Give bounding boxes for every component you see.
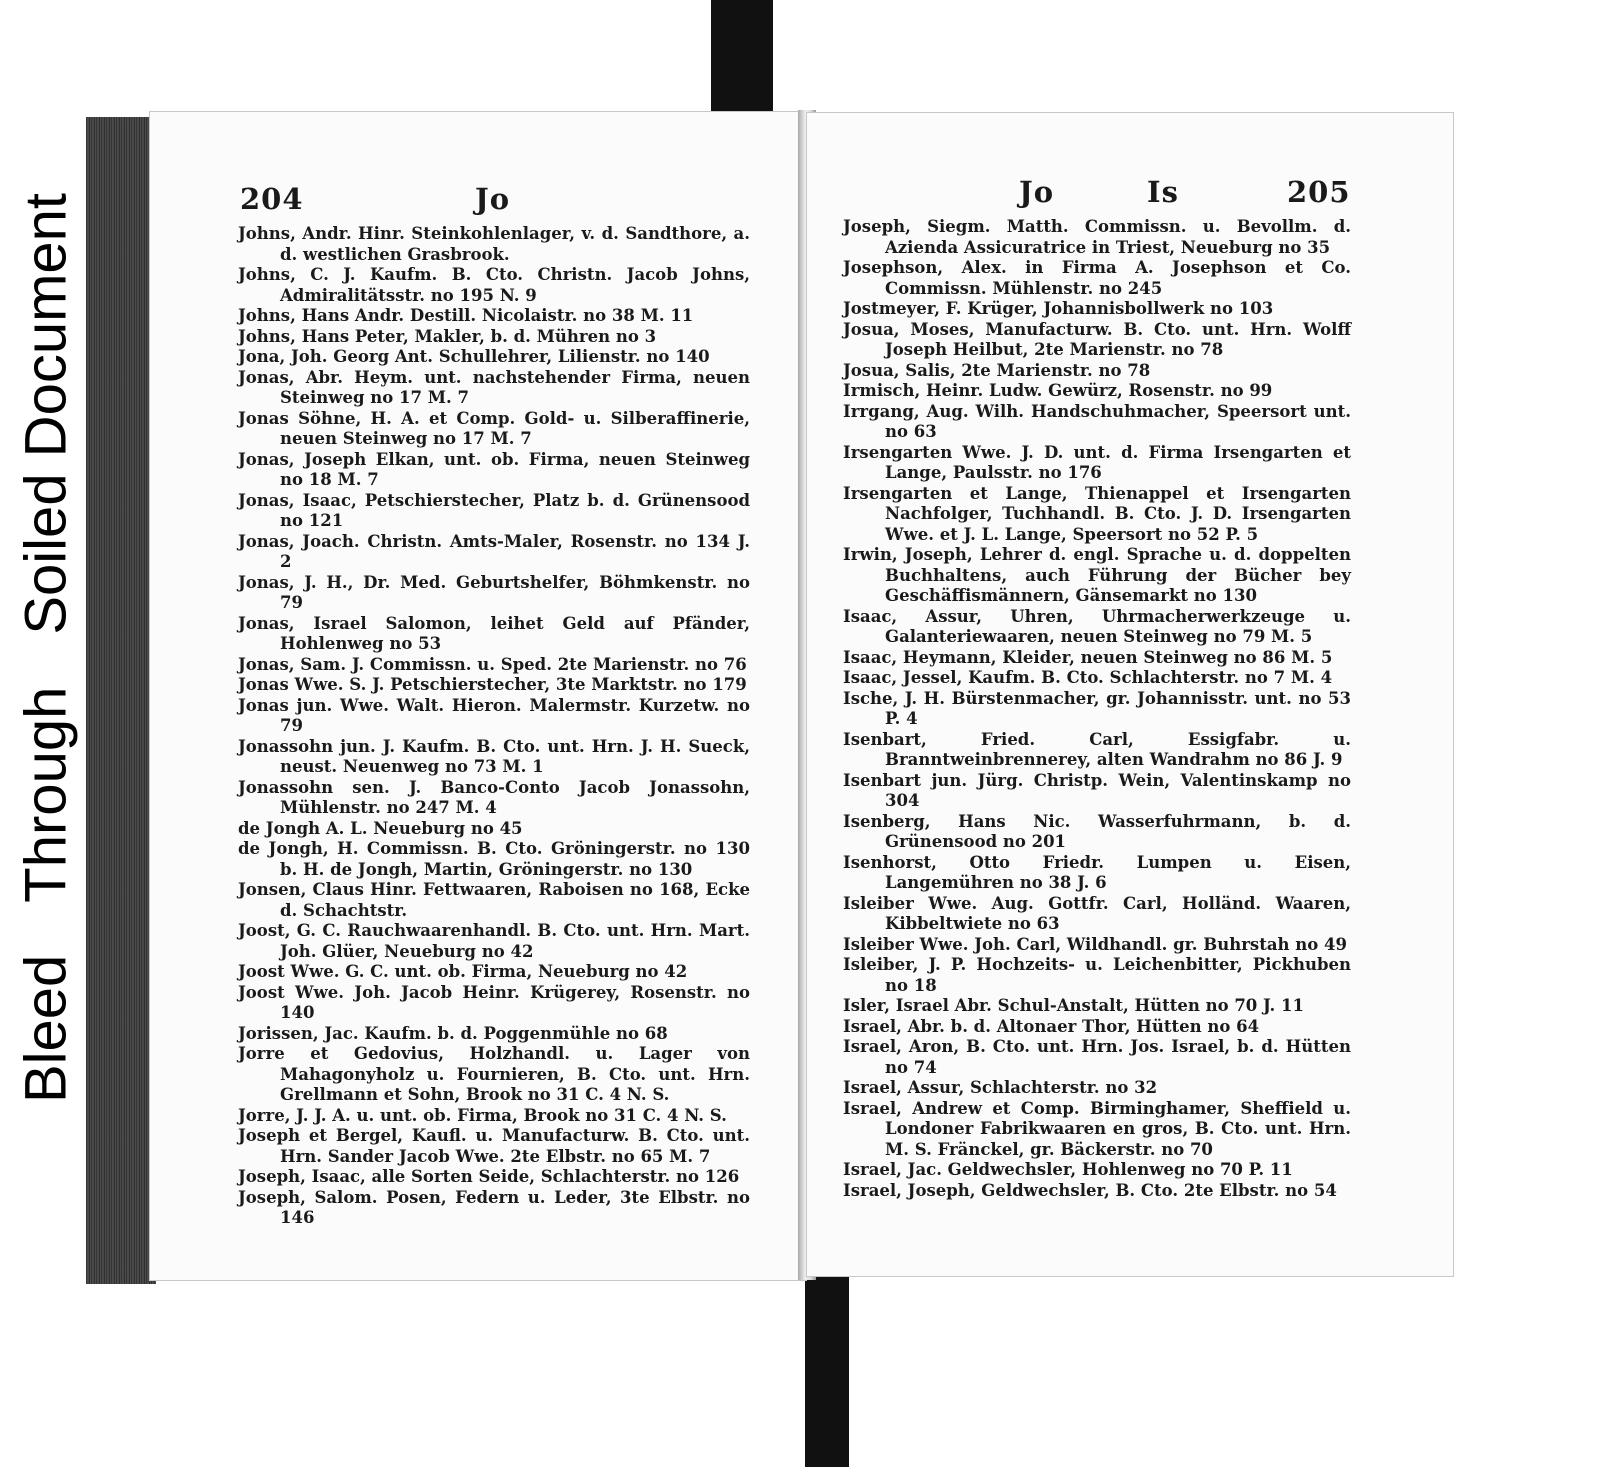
directory-entry: Isaac, Heymann, Kleider, neuen Steinweg no 86 M. 5	[843, 647, 1333, 667]
directory-entry: Johns, C. J. Kaufm. B. Cto. Christn. Jacob Johns, Admiralitätsstr. no 195 N. 9	[238, 265, 750, 305]
left-page	[150, 112, 806, 1280]
directory-entry: Isler, Israel Abr. Schul-Anstalt, Hütten no 70 J. 11	[843, 996, 1305, 1015]
directory-entry: Isenberg, Hans Nic. Wasserfuhrmann, b. d. Grünensood no 201	[843, 811, 1351, 851]
directory-entry: Irmisch, Heinr. Ludw. Gewürz, Rosenstr. no 99	[843, 381, 1273, 400]
directory-entry: Joseph, Isaac, alle Sorten Seide, Schlachterstr. no 126	[238, 1167, 740, 1186]
book-page-edges	[86, 117, 156, 1284]
directory-entry: Israel, Abr. b. d. Altonaer Thor, Hütten no 64	[843, 1016, 1260, 1036]
directory-entry: Jonas, Joach. Christn. Amts-Maler, Rosenstr. no 134 J. 2	[238, 531, 750, 571]
directory-entry: Josua, Moses, Manufacturw. B. Cto. unt. Hrn. Wolff Joseph Heilbut, 2te Marienstr. no 78	[843, 319, 1351, 359]
right-entry-list	[843, 217, 1351, 1201]
directory-entry: Johns, Andr. Hinr. Steinkohlenlager, v. d. Sandthore, a. d. westlichen Grasbrook.	[238, 224, 750, 264]
directory-entry: Jonsen, Claus Hinr. Fettwaaren, Raboisen no 168, Ecke d. Schachtstr.	[238, 880, 750, 920]
directory-entry: Isleiber Wwe. Joh. Carl, Wildhandl. gr. Buhrstah no 49	[843, 934, 1347, 954]
left-page-number: 204	[240, 182, 304, 216]
right-page	[807, 113, 1453, 1276]
directory-entry: Jorre et Gedovius, Holzhandl. u. Lager von Mahagonyholz u. Fournieren, B. Cto. unt. Hrn. Grellmann et Sohn, Brook no 31 C. 4 N. S.	[238, 1044, 750, 1104]
directory-entry: Jonas jun. Wwe. Walt. Hieron. Malermstr. Kurzetw. no 79	[238, 695, 750, 735]
binding-strip-top	[711, 0, 773, 122]
directory-entry: Jonas, Israel Salomon, leihet Geld auf Pfänder, Hohlenweg no 53	[238, 613, 750, 653]
directory-entry: Isleiber Wwe. Aug. Gottfr. Carl, Holländ. Waaren, Kibbeltwiete no 63	[843, 893, 1351, 933]
directory-entry: Jona, Joh. Georg Ant. Schullehrer, Lilienstr. no 140	[238, 347, 710, 366]
directory-entry: Jonas Söhne, H. A. et Comp. Gold- u. Silberaffinerie, neuen Steinweg no 17 M. 7	[238, 408, 750, 448]
directory-entry: Jonassohn jun. J. Kaufm. B. Cto. unt. Hrn. J. H. Sueck, neust. Neuenweg no 73 M. 1	[238, 736, 750, 776]
directory-entry: Irsengarten Wwe. J. D. unt. d. Firma Irsengarten et Lange, Paulsstr. no 176	[843, 442, 1351, 482]
right-running-head-jo: Jo	[1019, 175, 1055, 209]
directory-entry: Jostmeyer, F. Krüger, Johannisbollwerk no 103	[843, 299, 1274, 318]
stamp-word-soiled-document: Soiled Document	[13, 192, 79, 635]
directory-entry: Israel, Aron, B. Cto. unt. Hrn. Jos. Israel, b. d. Hütten no 74	[843, 1037, 1351, 1077]
directory-entry: Jonas, Abr. Heym. unt. nachstehender Firma, neuen Steinweg no 17 M. 7	[238, 367, 750, 407]
directory-entry: Jonas, Isaac, Petschierstecher, Platz b. d. Grünensood no 121	[238, 490, 750, 530]
right-page-number: 205	[1287, 175, 1351, 209]
directory-entry: de Jongh A. L. Neueburg no 45	[238, 818, 523, 838]
directory-entry: Isenbart jun. Jürg. Christp. Wein, Valentinskamp no 304	[843, 770, 1351, 810]
directory-entry: Ische, J. H. Bürstenmacher, gr. Johannisstr. unt. no 53 P. 4	[843, 688, 1351, 728]
directory-entry: Jorre, J. J. A. u. unt. ob. Firma, Brook no 31 C. 4 N. S.	[238, 1105, 727, 1125]
right-running-head-is: Is	[1147, 175, 1179, 209]
directory-entry: Joost, G. C. Rauchwaarenhandl. B. Cto. unt. Hrn. Mart. Joh. Glüer, Neueburg no 42	[238, 921, 750, 961]
directory-entry: Jonassohn sen. J. Banco-Conto Jacob Jonassohn, Mühlenstr. no 247 M. 4	[238, 777, 750, 817]
directory-entry: Joost Wwe. Joh. Jacob Heinr. Krügerey, Rosenstr. no 140	[238, 982, 750, 1022]
directory-entry: Josua, Salis, 2te Marienstr. no 78	[843, 360, 1151, 380]
directory-entry: Joost Wwe. G. C. unt. ob. Firma, Neueburg no 42	[238, 962, 688, 981]
document-condition-stamp	[0, 128, 93, 1168]
stamp-word-bleed: Bleed	[13, 954, 79, 1104]
directory-entry: Isleiber, J. P. Hochzeits- u. Leichenbitter, Pickhuben no 18	[843, 955, 1351, 995]
directory-entry: Irsengarten et Lange, Thienappel et Irsengarten Nachfolger, Tuchhandl. B. Cto. J. D. Irsengarten Wwe. et J. L. Lange, Speersort no 52 P. 5	[843, 483, 1351, 544]
directory-entry: de Jongh, H. Commissn. B. Cto. Gröningerstr. no 130 b. H. de Jongh, Martin, Gröningerstr. no 130	[238, 839, 750, 879]
left-running-head: Jo	[475, 182, 511, 216]
directory-entry: Joseph, Siegm. Matth. Commissn. u. Bevollm. d. Azienda Assicuratrice in Triest, Neueburg no 35	[843, 217, 1351, 257]
directory-entry: Isaac, Assur, Uhren, Uhrmacherwerkzeuge u. Galanteriewaaren, neuen Steinweg no 79 M. 5	[843, 606, 1351, 646]
directory-entry: Israel, Jac. Geldwechsler, Hohlenweg no 70 P. 11	[843, 1160, 1293, 1179]
directory-entry: Irwin, Joseph, Lehrer d. engl. Sprache u. d. doppelten Buchhaltens, auch Führung der Bücher bey Geschäffismännern, Gänsemarkt no 130	[843, 545, 1351, 605]
left-entry-list	[238, 224, 750, 1229]
directory-entry: Isenbart, Fried. Carl, Essigfabr. u. Branntweinbrennerey, alten Wandrahm no 86 J. 9	[843, 729, 1351, 769]
binding-strip-bottom	[805, 1268, 849, 1467]
directory-entry: Jonas, Sam. J. Commissn. u. Sped. 2te Marienstr. no 76	[238, 654, 747, 674]
directory-entry: Joseph et Bergel, Kaufl. u. Manufacturw. B. Cto. unt. Hrn. Sander Jacob Wwe. 2te Elbstr. no 65 M. 7	[238, 1126, 750, 1166]
directory-entry: Josephson, Alex. in Firma A. Josephson et Co. Commissn. Mühlenstr. no 245	[843, 258, 1351, 298]
directory-entry: Jonas, J. H., Dr. Med. Geburtshelfer, Böhmkenstr. no 79	[238, 572, 750, 612]
directory-entry: Jonas Wwe. S. J. Petschierstecher, 3te Marktstr. no 179	[238, 675, 747, 694]
directory-entry: Jonas, Joseph Elkan, unt. ob. Firma, neuen Steinweg no 18 M. 7	[238, 449, 750, 489]
directory-entry: Isaac, Jessel, Kaufm. B. Cto. Schlachterstr. no 7 M. 4	[843, 668, 1333, 687]
directory-entry: Joseph, Salom. Posen, Federn u. Leder, 3te Elbstr. no 146	[238, 1187, 750, 1227]
directory-entry: Israel, Joseph, Geldwechsler, B. Cto. 2te Elbstr. no 54	[843, 1180, 1337, 1200]
directory-entry: Johns, Hans Andr. Destill. Nicolaistr. no 38 M. 11	[238, 306, 694, 325]
directory-entry: Jorissen, Jac. Kaufm. b. d. Poggenmühle no 68	[238, 1023, 668, 1043]
directory-entry: Israel, Assur, Schlachterstr. no 32	[843, 1078, 1158, 1097]
directory-entry: Johns, Hans Peter, Makler, b. d. Mühren no 3	[238, 326, 657, 346]
directory-entry: Israel, Andrew et Comp. Birminghamer, Sheffield u. Londoner Fabrikwaaren en gros, B. Cto. unt. Hrn. M. S. Fränckel, gr. Bäckerstr. no 70	[843, 1098, 1351, 1159]
directory-entry: Irrgang, Aug. Wilh. Handschuhmacher, Speersort unt. no 63	[843, 401, 1351, 441]
stamp-word-through: Through	[13, 686, 79, 903]
stamp-text	[13, 167, 80, 1129]
directory-entry: Isenhorst, Otto Friedr. Lumpen u. Eisen, Langemühren no 38 J. 6	[843, 852, 1351, 892]
